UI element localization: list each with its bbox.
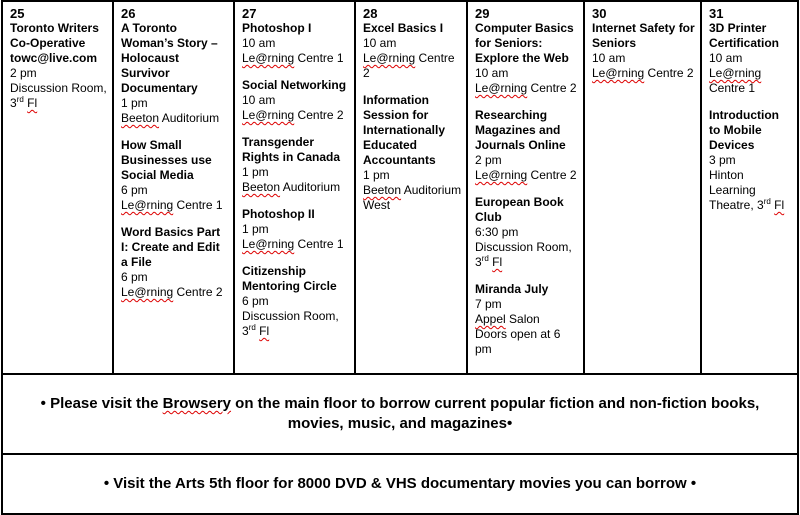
event xyxy=(242,78,350,123)
event-location: Hinton Learning Theatre, 3rd Fl xyxy=(709,168,785,212)
event xyxy=(363,93,462,213)
calendar-table xyxy=(1,0,799,515)
event-title: How Small Businesses use Social Media xyxy=(121,138,212,182)
day-cell-30 xyxy=(584,1,701,374)
event xyxy=(475,108,579,183)
event-location: Le@rning Centre 2 xyxy=(363,51,455,80)
arts-note-row xyxy=(2,454,798,514)
event-location-floor: 3rd Fl xyxy=(10,95,38,110)
spellcheck-word: Le@rning xyxy=(121,285,174,299)
spellcheck-word: Appel xyxy=(475,312,506,326)
floor-abbrev: Fl xyxy=(27,96,38,110)
spellcheck-word: Le@rning xyxy=(475,168,528,182)
event-title: Researching Magazines and Journals Online xyxy=(475,108,566,152)
note1-text-post: on the main floor to borrow current popular fiction and non-fiction books, movies, music, and magazines• xyxy=(231,395,760,432)
event-time: 10 am xyxy=(709,51,743,65)
event-title: Internet Safety for Seniors xyxy=(592,21,695,50)
event-title: Transgender Rights in Canada xyxy=(242,135,341,164)
event-time: 10 am xyxy=(363,36,397,50)
event xyxy=(475,21,579,96)
event-title: Introduction to Mobile Devices xyxy=(709,108,779,152)
event-location: Le@rning Centre 2 xyxy=(121,285,223,299)
event-location: Le@rning Centre 1 xyxy=(709,66,762,95)
event xyxy=(475,282,579,357)
event-time: 10 am xyxy=(242,93,276,107)
event-location: Beeton Auditorium xyxy=(242,180,341,194)
event-time: 10 am xyxy=(592,51,626,65)
event xyxy=(242,207,350,252)
spellcheck-word: Beeton xyxy=(363,183,402,197)
event-time: 6 pm xyxy=(242,294,269,308)
spellcheck-word: Beeton xyxy=(242,180,281,194)
event xyxy=(242,135,350,195)
day-cell-27 xyxy=(234,1,355,374)
event-location: Le@rning Centre 2 xyxy=(475,81,577,95)
event-location: Beeton Auditorium xyxy=(121,111,220,125)
event-time: 6 pm xyxy=(121,270,148,284)
day-number: 26 xyxy=(121,6,136,21)
event-title: Excel Basics I xyxy=(363,21,444,35)
spellcheck-word: Beeton xyxy=(121,111,160,125)
ordinal-suffix: rd xyxy=(248,323,256,332)
day-cell-29 xyxy=(467,1,584,374)
event-title: Citizenship Mentoring Circle xyxy=(242,264,337,293)
event-location: Le@rning Centre 1 xyxy=(121,198,223,212)
event-title: Information Session for Internationally Educated Accountants xyxy=(363,93,446,167)
event-time: 1 pm xyxy=(242,222,269,236)
floor-abbrev: Fl xyxy=(259,324,270,338)
event-time: 10 am xyxy=(475,66,509,80)
day-cell-31 xyxy=(701,1,798,374)
event-location: Le@rning Centre 2 xyxy=(475,168,577,182)
event-location: Le@rning Centre 1 xyxy=(242,51,344,65)
event-time: 10 am xyxy=(242,36,276,50)
event-title: Computer Basics for Seniors: Explore the Web xyxy=(475,21,574,65)
event xyxy=(592,21,696,81)
event xyxy=(121,225,229,300)
event-location: Discussion Room, xyxy=(475,240,572,254)
event xyxy=(121,138,229,213)
event-title: 3D Printer Certification xyxy=(709,21,780,50)
day-number: 27 xyxy=(242,6,257,21)
event-title: A Toronto Woman’s Story – xyxy=(121,21,218,50)
event-location-floor: 3rd Fl xyxy=(242,323,270,338)
event-title: Photoshop II xyxy=(242,207,315,221)
browsery-note xyxy=(2,374,798,454)
day-cell-28 xyxy=(355,1,467,374)
spellcheck-word: Le@rning xyxy=(475,81,528,95)
ordinal-suffix: rd xyxy=(481,254,489,263)
event xyxy=(242,21,350,66)
event-location: Beeton Auditorium West xyxy=(363,183,462,212)
floor-abbrev: Fl xyxy=(492,255,503,269)
event-title: Holocaust Survivor Documentary xyxy=(121,51,198,95)
event-location: Discussion Room, xyxy=(242,309,339,323)
event xyxy=(121,21,229,126)
event-time: 2 pm xyxy=(10,66,37,80)
day-number: 28 xyxy=(363,6,378,21)
browsery-note-row xyxy=(2,374,798,454)
ordinal-suffix: rd xyxy=(16,95,24,104)
event-note: Doors open at 6 pm xyxy=(475,327,561,356)
spellcheck-word: Le@rning xyxy=(121,198,174,212)
event-time: 3 pm xyxy=(709,153,736,167)
note1-text-pre: • Please visit the xyxy=(40,395,163,412)
event-time: 6:30 pm xyxy=(475,225,519,239)
event-title: European Book Club xyxy=(475,195,564,224)
spellcheck-word: Le@rning xyxy=(592,66,645,80)
day-cell-25 xyxy=(2,1,113,374)
day-number: 29 xyxy=(475,6,490,21)
browsery-word: Browsery xyxy=(162,395,232,412)
event-time: 1 pm xyxy=(121,96,148,110)
event xyxy=(709,21,793,96)
spellcheck-word: Le@rning xyxy=(242,237,295,251)
event-location: Le@rning Centre 2 xyxy=(242,108,344,122)
event-location: Appel Salon xyxy=(475,312,540,326)
ordinal-suffix: rd xyxy=(763,197,771,206)
event xyxy=(242,264,350,339)
event xyxy=(475,195,579,270)
spellcheck-word: Le@rning xyxy=(242,51,295,65)
event-location: Le@rning Centre 2 xyxy=(592,66,694,80)
event-title: Social Networking xyxy=(242,78,347,92)
spellcheck-word: Le@rning xyxy=(242,108,295,122)
arts-note: • Visit the Arts 5th floor for 8000 DVD & VHS documentary movies you can borrow • xyxy=(2,454,798,514)
event-time: 1 pm xyxy=(363,168,390,182)
spellcheck-word: Le@rning xyxy=(363,51,416,65)
day-number: 25 xyxy=(10,6,25,21)
event-time: 1 pm xyxy=(242,165,269,179)
event-title: towc@live.com xyxy=(10,51,98,65)
event-title: Photoshop I xyxy=(242,21,312,35)
event-title: Toronto Writers Co-Operative xyxy=(10,21,99,50)
event xyxy=(363,21,462,81)
event-title: Miranda July xyxy=(475,282,549,296)
spellcheck-word: Le@rning xyxy=(709,66,762,80)
event-title: Word Basics Part I: Create and Edit a File xyxy=(121,225,221,269)
week-row xyxy=(2,1,798,374)
event xyxy=(10,21,108,111)
floor-abbrev: Fl xyxy=(774,198,785,212)
day-cell-26 xyxy=(113,1,234,374)
event-time: 7 pm xyxy=(475,297,502,311)
event-location: Le@rning Centre 1 xyxy=(242,237,344,251)
event xyxy=(709,108,793,213)
day-number: 31 xyxy=(709,6,724,21)
day-number: 30 xyxy=(592,6,607,21)
event-time: 6 pm xyxy=(121,183,148,197)
event-time: 2 pm xyxy=(475,153,502,167)
event-location: Discussion Room, xyxy=(10,81,107,95)
event-location-floor: 3rd Fl xyxy=(475,254,503,269)
